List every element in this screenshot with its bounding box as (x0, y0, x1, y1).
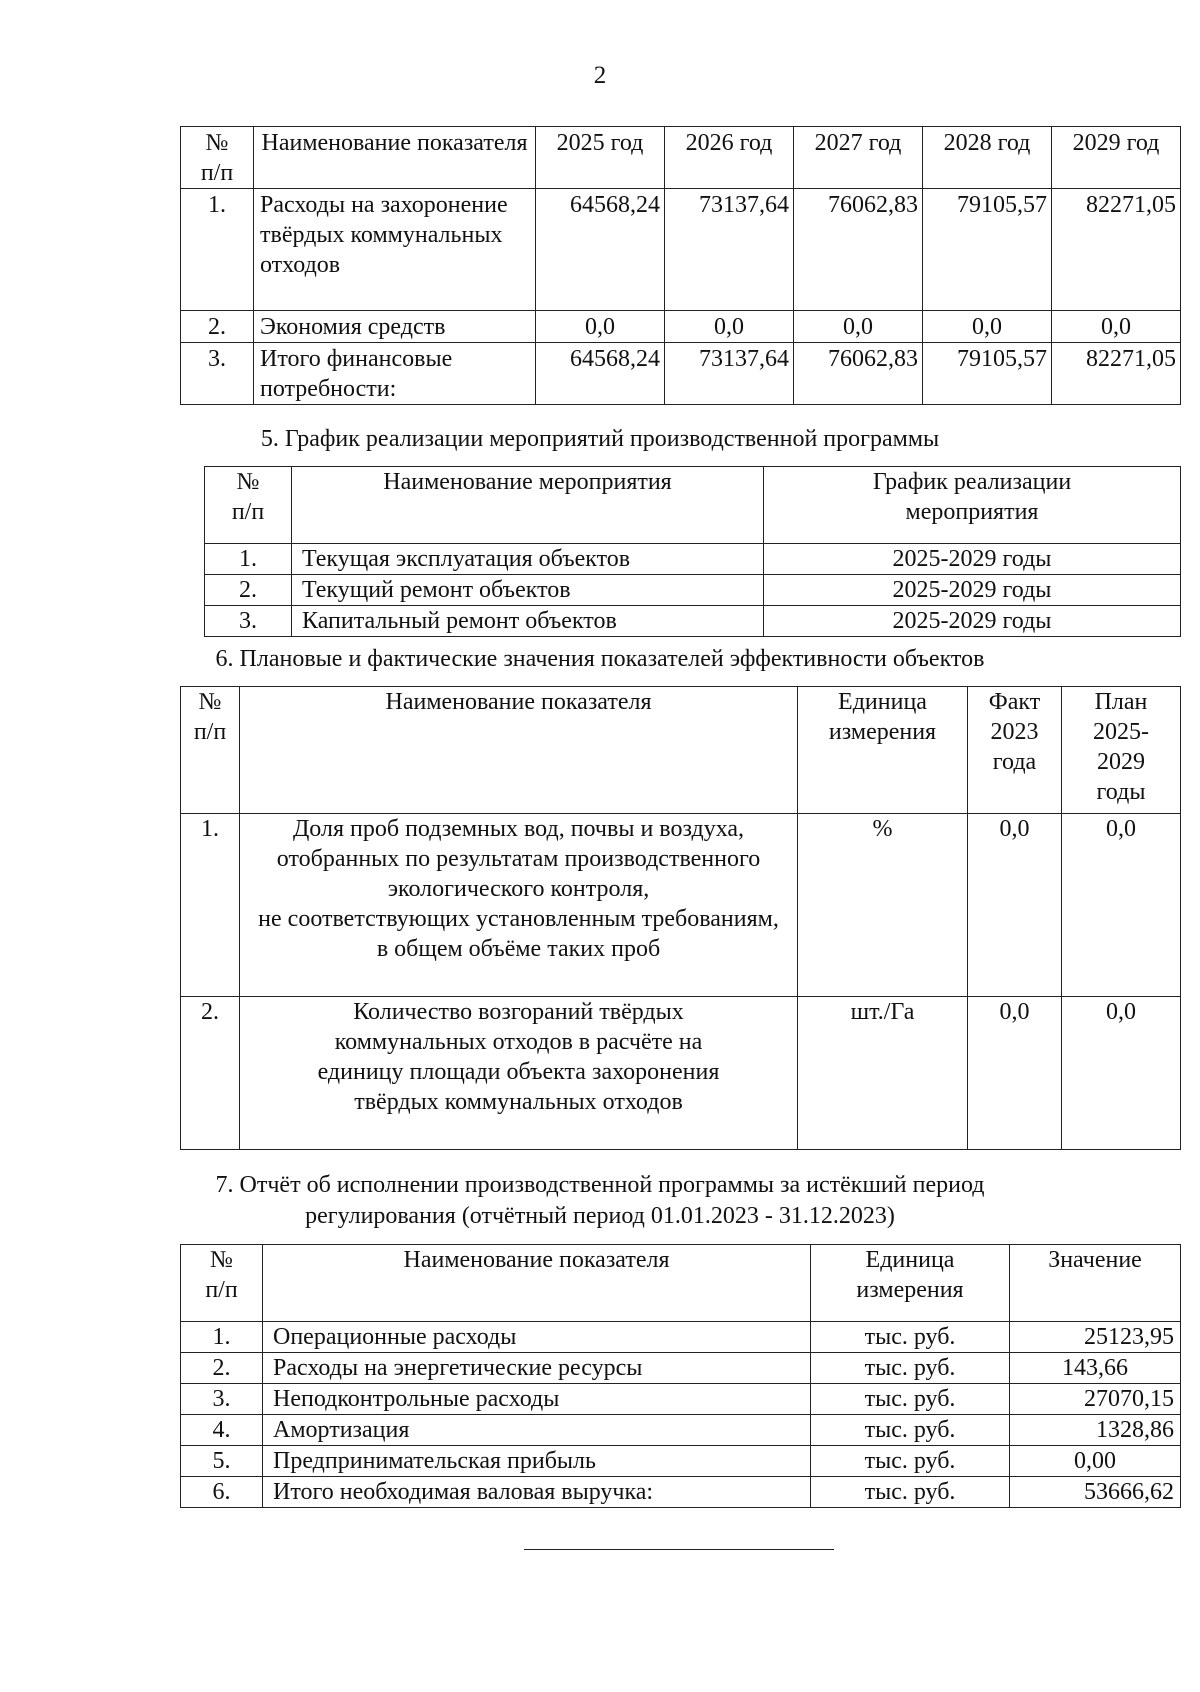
row-name: Доля проб подземных вод, почвы и воздуха, отобранных по результатам производственного экологического контроля, не соответствующих установленным требованиям, в общем объёме таких проб (240, 814, 798, 997)
header-fact: Факт 2023 года (968, 687, 1062, 814)
header-plan: План 2025-2029 годы (1062, 687, 1181, 814)
row-value: 79105,57 (923, 343, 1052, 405)
row-name: Расходы на захоронение твёрдых коммунальных отходов (254, 189, 536, 311)
row-num: 1. (205, 544, 292, 575)
row-value: 73137,64 (665, 189, 794, 311)
row-value: 0,0 (794, 311, 923, 343)
row-value: 64568,24 (536, 343, 665, 405)
row-num: 2. (181, 1353, 263, 1384)
row-num: 3. (181, 1384, 263, 1415)
row-unit: тыс. руб. (811, 1415, 1010, 1446)
row-unit: % (798, 814, 968, 997)
row-name: Экономия средств (254, 311, 536, 343)
row-value: 53666,62 (1010, 1477, 1181, 1508)
row-period: 2025-2029 годы (764, 575, 1181, 606)
closing-rule (524, 1549, 834, 1550)
row-num: 3. (205, 606, 292, 637)
table-header-row (181, 687, 1181, 814)
row-name: Итого необходимая валовая выручка: (263, 1477, 811, 1508)
row-period: 2025-2029 годы (764, 606, 1181, 637)
row-num: 5. (181, 1446, 263, 1477)
schedule-table (204, 466, 1181, 637)
table-row (181, 343, 1181, 405)
header-name: Наименование показателя (240, 687, 798, 814)
table-row (181, 1322, 1181, 1353)
row-value: 143,66 (1010, 1353, 1181, 1384)
row-unit: тыс. руб. (811, 1353, 1010, 1384)
row-period: 2025-2029 годы (764, 544, 1181, 575)
row-value: 0,0 (1052, 311, 1181, 343)
section-6-title: 6. Плановые и фактические значения показателей эффективности объектов (215, 646, 985, 672)
row-num: 1. (181, 814, 240, 997)
header-value: Значение (1010, 1245, 1181, 1322)
row-name: Неподконтрольные расходы (263, 1384, 811, 1415)
header-unit: Единица измерения (798, 687, 968, 814)
table-header-row (181, 1245, 1181, 1322)
row-fact: 0,0 (968, 814, 1062, 997)
row-name: Итого финансовые потребности: (254, 343, 536, 405)
section-7-title-line-2: регулирования (отчётный период 01.01.2023 - 31.12.2023) (305, 1203, 895, 1229)
header-year: 2029 год (1052, 127, 1181, 189)
row-name: Количество возгораний твёрдых коммунальных отходов в расчёте на единицу площади объекта захоронения твёрдых коммунальных отходов (240, 997, 798, 1150)
row-num: 1. (181, 1322, 263, 1353)
table-row (181, 311, 1181, 343)
header-name: Наименование мероприятия (292, 467, 764, 544)
row-unit: тыс. руб. (811, 1446, 1010, 1477)
table-row (181, 1353, 1181, 1384)
header-year: 2028 год (923, 127, 1052, 189)
section-5-title: 5. График реализации мероприятий производственной программы (260, 426, 940, 452)
table-row (181, 814, 1181, 997)
row-fact: 0,0 (968, 997, 1062, 1150)
financial-needs-table (180, 126, 1181, 405)
row-value: 82271,05 (1052, 189, 1181, 311)
header-year: 2027 год (794, 127, 923, 189)
report-table (180, 1244, 1181, 1508)
table-row (181, 1384, 1181, 1415)
row-name: Текущая эксплуатация объектов (292, 544, 764, 575)
table-row (181, 1477, 1181, 1508)
table-header-row (205, 467, 1181, 544)
table-row (205, 544, 1181, 575)
row-name: Расходы на энергетические ресурсы (263, 1353, 811, 1384)
row-name: Текущий ремонт объектов (292, 575, 764, 606)
row-num: 4. (181, 1415, 263, 1446)
header-num: № п/п (181, 687, 240, 814)
row-value: 0,00 (1010, 1446, 1181, 1477)
header-unit: Единица измерения (811, 1245, 1010, 1322)
table-row (181, 997, 1181, 1150)
row-value: 76062,83 (794, 189, 923, 311)
page-number: 2 (593, 62, 607, 89)
row-num: 2. (181, 311, 254, 343)
header-num: № п/п (205, 467, 292, 544)
row-value: 79105,57 (923, 189, 1052, 311)
row-value: 0,0 (923, 311, 1052, 343)
header-schedule: График реализации мероприятия (764, 467, 1181, 544)
row-num: 6. (181, 1477, 263, 1508)
header-num: № п/п (181, 1245, 263, 1322)
row-value: 82271,05 (1052, 343, 1181, 405)
table-header-row (181, 127, 1181, 189)
row-unit: тыс. руб. (811, 1384, 1010, 1415)
row-name: Амортизация (263, 1415, 811, 1446)
row-value: 64568,24 (536, 189, 665, 311)
table-row (181, 1415, 1181, 1446)
row-value: 27070,15 (1010, 1384, 1181, 1415)
table-row (181, 1446, 1181, 1477)
table-row (205, 606, 1181, 637)
row-num: 3. (181, 343, 254, 405)
row-name: Капитальный ремонт объектов (292, 606, 764, 637)
row-unit: тыс. руб. (811, 1322, 1010, 1353)
row-value: 1328,86 (1010, 1415, 1181, 1446)
row-value: 25123,95 (1010, 1322, 1181, 1353)
header-name: Наименование показателя (263, 1245, 811, 1322)
row-name: Операционные расходы (263, 1322, 811, 1353)
row-value: 0,0 (665, 311, 794, 343)
section-7-title-line-1: 7. Отчёт об исполнении производственной программы за истёкший период (215, 1172, 985, 1198)
row-value: 76062,83 (794, 343, 923, 405)
row-name: Предпринимательская прибыль (263, 1446, 811, 1477)
row-unit: шт./Га (798, 997, 968, 1150)
row-unit: тыс. руб. (811, 1477, 1010, 1508)
efficiency-table (180, 686, 1181, 1150)
row-num: 2. (205, 575, 292, 606)
row-num: 1. (181, 189, 254, 311)
table-row (205, 575, 1181, 606)
row-num: 2. (181, 997, 240, 1150)
table-row (181, 189, 1181, 311)
row-plan: 0,0 (1062, 814, 1181, 997)
row-value: 0,0 (536, 311, 665, 343)
header-name: Наименование показателя (254, 127, 536, 189)
header-num: № п/п (181, 127, 254, 189)
header-year: 2026 год (665, 127, 794, 189)
row-value: 73137,64 (665, 343, 794, 405)
header-year: 2025 год (536, 127, 665, 189)
row-plan: 0,0 (1062, 997, 1181, 1150)
